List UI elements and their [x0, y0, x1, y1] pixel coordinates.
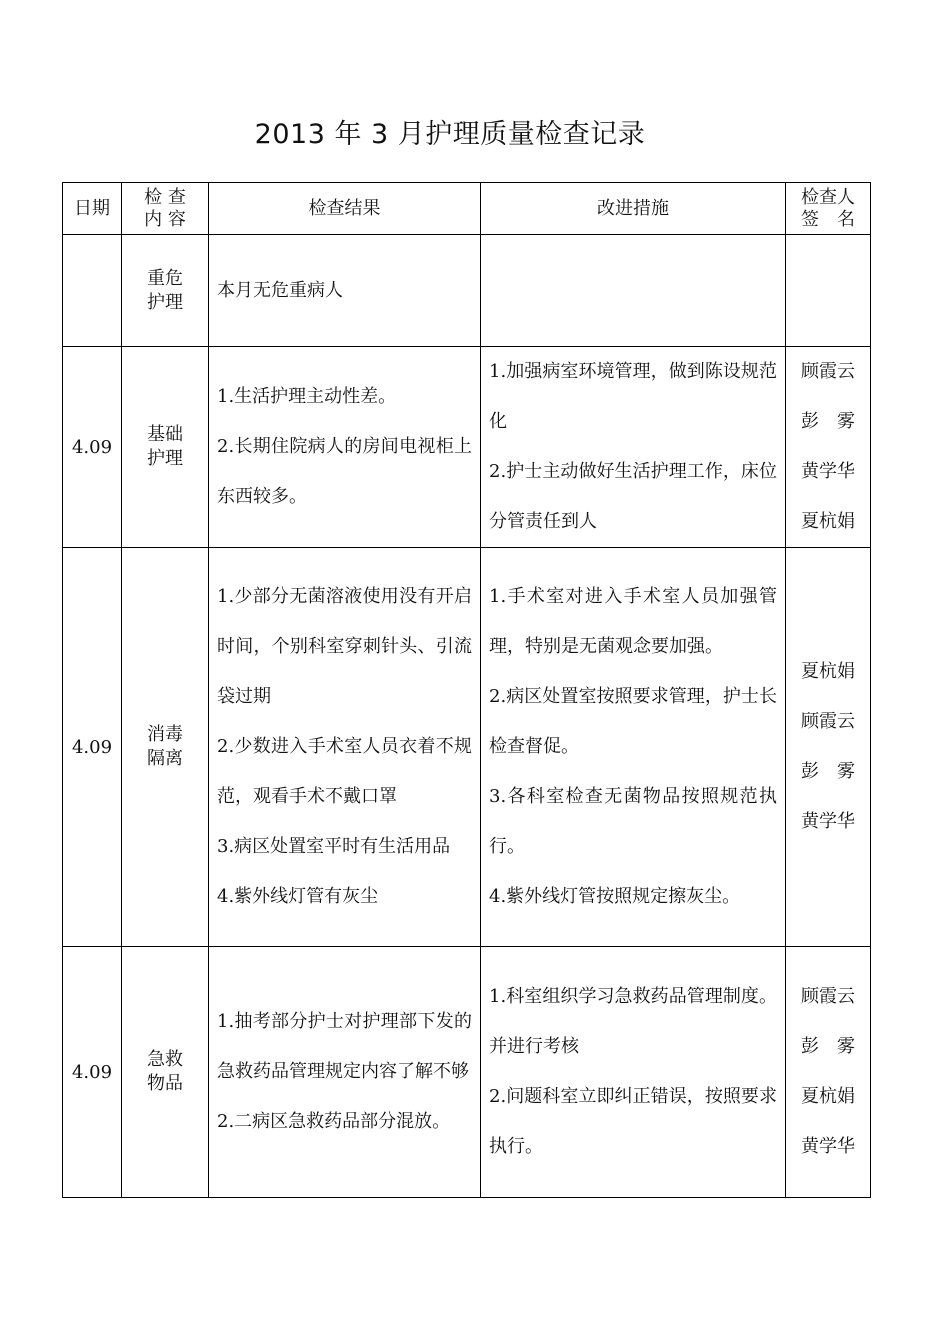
signer-name: 顾霞云	[801, 711, 855, 732]
row-date: 4.09	[63, 347, 122, 548]
signer-name: 夏杭娟	[801, 1086, 855, 1107]
category-line: 护理	[147, 291, 183, 313]
category-line: 物品	[147, 1073, 183, 1094]
row-date: 4.09	[63, 947, 122, 1198]
inspection-table	[62, 182, 871, 1198]
row-results	[209, 235, 481, 347]
row-date: 4.09	[63, 548, 122, 947]
row-results	[209, 548, 481, 947]
signer-name: 黄学华	[801, 811, 855, 832]
measure-item: 2.病区处置室按照要求管理，护士长检查督促。	[489, 686, 777, 757]
row-category	[122, 548, 209, 947]
result-item: 3.病区处置室平时有生活用品	[217, 836, 451, 857]
signer-name: 夏杭娟	[801, 511, 855, 532]
row-category	[122, 347, 209, 548]
table-row	[63, 347, 871, 548]
row-measures	[481, 235, 786, 347]
measure-item: 3.各科室检查无菌物品按照规范执行。	[489, 786, 777, 857]
measure-item: 1.手术室对进入手术室人员加强管理，特别是无菌观念要加强。	[489, 586, 777, 657]
signer-name: 顾霞云	[801, 986, 855, 1007]
result-item: 1.少部分无菌溶液使用没有开启时间，个别科室穿刺针头、引流袋过期	[217, 586, 472, 707]
signer-name: 黄学华	[801, 461, 855, 482]
header-measures: 改进措施	[481, 183, 786, 235]
table-header-row	[63, 183, 871, 235]
header-signer-line2: 签 名	[801, 208, 855, 230]
header-content-line1: 检 查	[144, 186, 186, 208]
measure-item: 2.护士主动做好生活护理工作，床位分管责任到人	[489, 461, 777, 532]
signer-name: 夏杭娟	[801, 661, 855, 682]
header-content-line2: 内 容	[144, 208, 186, 230]
row-measures	[481, 947, 786, 1198]
category-line: 护理	[147, 448, 183, 469]
category-line: 基础	[147, 424, 183, 445]
category-line: 重危	[147, 267, 183, 289]
measure-item: 1.加强病室环境管理，做到陈设规范化	[489, 361, 777, 432]
category-line: 隔离	[147, 748, 183, 769]
table-row	[63, 235, 871, 347]
row-signers	[786, 347, 871, 548]
header-signer	[786, 183, 871, 235]
signer-name: 彭 雾	[801, 1036, 855, 1057]
result-item: 1.生活护理主动性差。	[217, 386, 397, 407]
result-item: 2.二病区急救药品部分混放。	[217, 1111, 451, 1132]
table-row	[63, 548, 871, 947]
header-signer-line1: 检查人	[801, 186, 855, 208]
row-date	[63, 235, 122, 347]
row-measures	[481, 347, 786, 548]
row-category	[122, 235, 209, 347]
measure-item: 2.问题科室立即纠正错误，按照要求执行。	[489, 1086, 777, 1157]
category-line: 急救	[147, 1049, 183, 1070]
row-signers	[786, 235, 871, 347]
signer-name: 彭 雾	[801, 411, 855, 432]
header-date: 日期	[63, 183, 122, 235]
result-item: 2.长期住院病人的房间电视柜上东西较多。	[217, 436, 472, 507]
measure-item: 1.科室组织学习急救药品管理制度。并进行考核	[489, 986, 777, 1057]
result-item: 4.紫外线灯管有灰尘	[217, 886, 379, 907]
row-measures	[481, 548, 786, 947]
table-row	[63, 947, 871, 1198]
measure-item: 4.紫外线灯管按照规定擦灰尘。	[489, 886, 741, 907]
header-results: 检查结果	[209, 183, 481, 235]
row-results	[209, 947, 481, 1198]
signer-name: 黄学华	[801, 1136, 855, 1157]
signer-name: 顾霞云	[801, 361, 855, 382]
row-signers	[786, 947, 871, 1198]
signer-name: 彭 雾	[801, 761, 855, 782]
row-signers	[786, 548, 871, 947]
page-title: 2013 年 3 月护理质量检查记录	[254, 119, 646, 150]
result-item: 本月无危重病人	[217, 279, 343, 301]
row-results	[209, 347, 481, 548]
header-content	[122, 183, 209, 235]
category-line: 消毒	[147, 724, 183, 745]
result-item: 2.少数进入手术室人员衣着不规范，观看手术不戴口罩	[217, 736, 472, 807]
row-category	[122, 947, 209, 1198]
result-item: 1.抽考部分护士对护理部下发的急救药品管理规定内容了解不够	[217, 1011, 472, 1082]
